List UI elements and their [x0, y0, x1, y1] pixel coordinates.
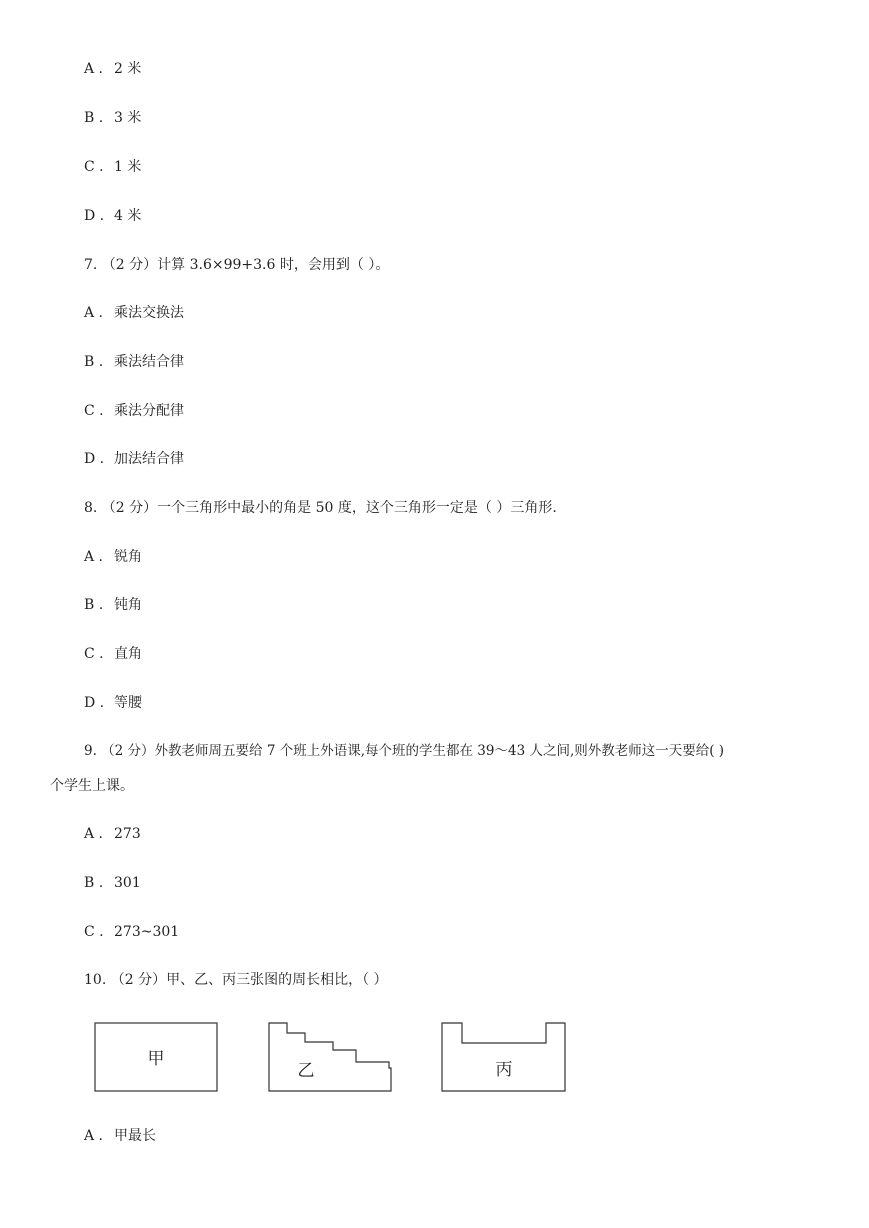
option-text: 4 米 — [114, 208, 142, 224]
figure-jia — [95, 1023, 217, 1091]
option-letter: C . — [84, 924, 104, 940]
figure-bing-label: 丙 — [495, 1060, 513, 1080]
q10-option-a — [84, 1127, 156, 1145]
q6-option-c — [84, 158, 141, 176]
q9-stem-line1: 9. （2 分）外教老师周五要给 7 个班上外语课,每个班的学生都在 39～43 人之间,则外教老师这一天要给( ) — [84, 743, 725, 759]
option-letter: A . — [84, 1128, 104, 1144]
option-letter: A . — [84, 826, 104, 842]
q9-stem-line2: 个学生上课。 — [50, 778, 134, 794]
q6-option-b — [84, 109, 141, 127]
q8-stem: 8. （2 分）一个三角形中最小的角是 50 度，这个三角形一定是（ ）三角形. — [84, 500, 557, 516]
option-letter: B . — [84, 354, 104, 370]
figure-jia-label: 甲 — [147, 1049, 165, 1069]
q8-option-d — [84, 694, 142, 712]
q8-option-b — [84, 596, 142, 614]
option-letter: C . — [84, 403, 104, 419]
q10-stem: 10. （2 分）甲、乙、丙三张图的周长相比，（ ） — [84, 972, 388, 988]
option-letter: C . — [84, 646, 104, 662]
option-text: 乘法结合律 — [114, 354, 184, 370]
option-letter: B . — [84, 110, 104, 126]
q9-option-b — [84, 874, 141, 892]
q6-option-d — [84, 207, 141, 225]
option-text: 钝角 — [114, 597, 142, 613]
q7-option-b — [84, 353, 184, 371]
option-text: 301 — [114, 875, 141, 891]
figure-yi — [269, 1023, 391, 1091]
q9-option-c — [84, 923, 179, 941]
option-text: 直角 — [114, 646, 142, 662]
option-letter: D . — [84, 451, 105, 467]
figure-yi-label: 乙 — [297, 1061, 315, 1081]
q7-option-c — [84, 402, 184, 420]
option-text: 乘法交换法 — [114, 305, 184, 321]
option-letter: A . — [84, 549, 104, 565]
option-text: 2 米 — [114, 61, 142, 77]
option-letter: B . — [84, 597, 104, 613]
option-text: 273~301 — [114, 924, 180, 940]
option-letter: B . — [84, 875, 104, 891]
option-letter: A . — [84, 61, 104, 77]
option-text: 3 米 — [114, 110, 142, 126]
q9-option-a — [84, 825, 141, 843]
option-text: 加法结合律 — [114, 451, 184, 467]
option-text: 等腰 — [114, 695, 142, 711]
option-letter: A . — [84, 305, 104, 321]
option-text: 273 — [114, 826, 141, 842]
q7-stem: 7. （2 分）计算 3.6×99+3.6 时，会用到（ ）。 — [84, 257, 390, 273]
option-text: 1 米 — [114, 159, 142, 175]
option-letter: C . — [84, 159, 104, 175]
q8-option-a — [84, 548, 142, 566]
option-letter: D . — [84, 208, 105, 224]
option-letter: D . — [84, 695, 105, 711]
q8-option-c — [84, 645, 142, 663]
figure-bing — [442, 1023, 565, 1091]
q7-option-a — [84, 304, 184, 322]
perimeter-figures — [94, 1020, 574, 1100]
figure-yi-shape — [269, 1023, 391, 1091]
option-text: 乘法分配律 — [114, 403, 184, 419]
q7-option-d — [84, 450, 184, 468]
figure-bing-shape — [442, 1023, 565, 1091]
option-text: 锐角 — [114, 549, 142, 565]
q6-option-a — [84, 60, 141, 78]
option-text: 甲最长 — [114, 1128, 156, 1144]
